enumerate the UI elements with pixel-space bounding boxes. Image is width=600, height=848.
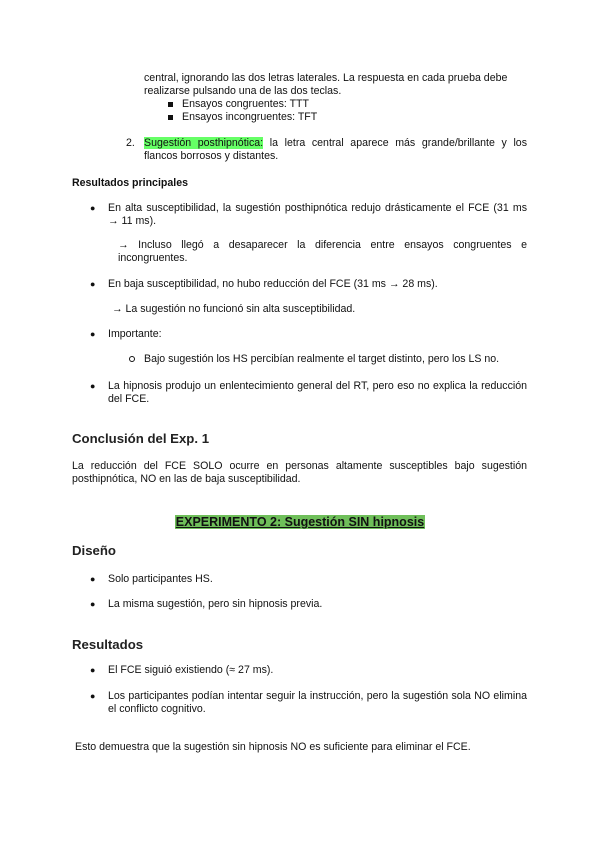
square-bullet-icon	[168, 115, 173, 120]
section-heading-resultados-principales: Resultados principales	[72, 177, 188, 189]
experiment-2-title: EXPERIMENTO 2: Sugestión SIN hipnosis	[175, 515, 425, 529]
result-bullet-2: En baja susceptibilidad, no hubo reducción del FCE (31 ms → 28 ms).	[108, 278, 438, 290]
result-bullet-4: La hipnosis produjo un enlentecimiento general del RT, pero eso no explica la reducción del FCE.	[108, 380, 527, 405]
item2-text: la letra central aparece más grande/brillante y los flancos borrosos y distantes.	[144, 137, 527, 162]
intro-line-1: central, ignorando las dos letras laterales. La respuesta en cada prueba debe	[144, 72, 508, 84]
conclusion-text: La reducción del FCE SOLO ocurre en personas altamente susceptibles bajo sugestión posthipnótica, NO en las de baja susceptibilidad.	[72, 460, 527, 485]
bullet-icon: ●	[90, 329, 96, 339]
list-number-2: 2.	[126, 137, 135, 149]
square-bullet-icon	[168, 102, 173, 107]
section-heading-resultados: Resultados	[72, 637, 144, 652]
sub-item-incongruentes: Ensayos incongruentes: TFT	[182, 111, 318, 123]
result-bullet-3-sub: Bajo sugestión los HS percibían realmente el target distinto, pero los LS no.	[144, 353, 500, 365]
result-bullet-3: Importante:	[108, 328, 162, 340]
highlighted-term: Sugestión posthipnótica:	[144, 137, 264, 149]
bullet-icon: ●	[90, 574, 96, 584]
bullet-icon: ●	[90, 203, 96, 213]
bullet-icon: ●	[90, 691, 96, 701]
bullet-icon: ●	[90, 665, 96, 675]
resultados-item-1: El FCE siguió existiendo (≈ 27 ms).	[108, 664, 274, 676]
diseno-item-2: La misma sugestión, pero sin hipnosis previa.	[108, 598, 323, 610]
bullet-icon: ●	[90, 381, 96, 391]
section-heading-conclusion: Conclusión del Exp. 1	[72, 431, 210, 446]
item2-paragraph	[144, 137, 527, 163]
result-bullet-1-note: → Incluso llegó a desaparecer la diferencia entre ensayos congruentes e incongruentes.	[118, 239, 527, 264]
experiment-2-title-row	[0, 513, 600, 531]
resultados-item-2: Los participantes podían intentar seguir la instrucción, pero la sugestión sola NO elimina el conflicto cognitivo.	[108, 690, 527, 715]
intro-line-2: realizarse pulsando una de las dos teclas.	[144, 85, 342, 97]
section-heading-diseno: Diseño	[72, 543, 116, 558]
closing-statement: Esto demuestra que la sugestión sin hipnosis NO es suficiente para eliminar el FCE.	[75, 741, 471, 753]
result-bullet-1: En alta susceptibilidad, la sugestión posthipnótica redujo drásticamente el FCE (31 ms → 11 ms).	[108, 202, 527, 227]
sub-item-congruentes: Ensayos congruentes: TTT	[182, 98, 309, 110]
hollow-bullet-icon	[129, 356, 135, 362]
bullet-icon: ●	[90, 279, 96, 289]
result-bullet-2-note: → La sugestión no funcionó sin alta susceptibilidad.	[112, 303, 356, 315]
diseno-item-1: Solo participantes HS.	[108, 573, 213, 585]
bullet-icon: ●	[90, 599, 96, 609]
